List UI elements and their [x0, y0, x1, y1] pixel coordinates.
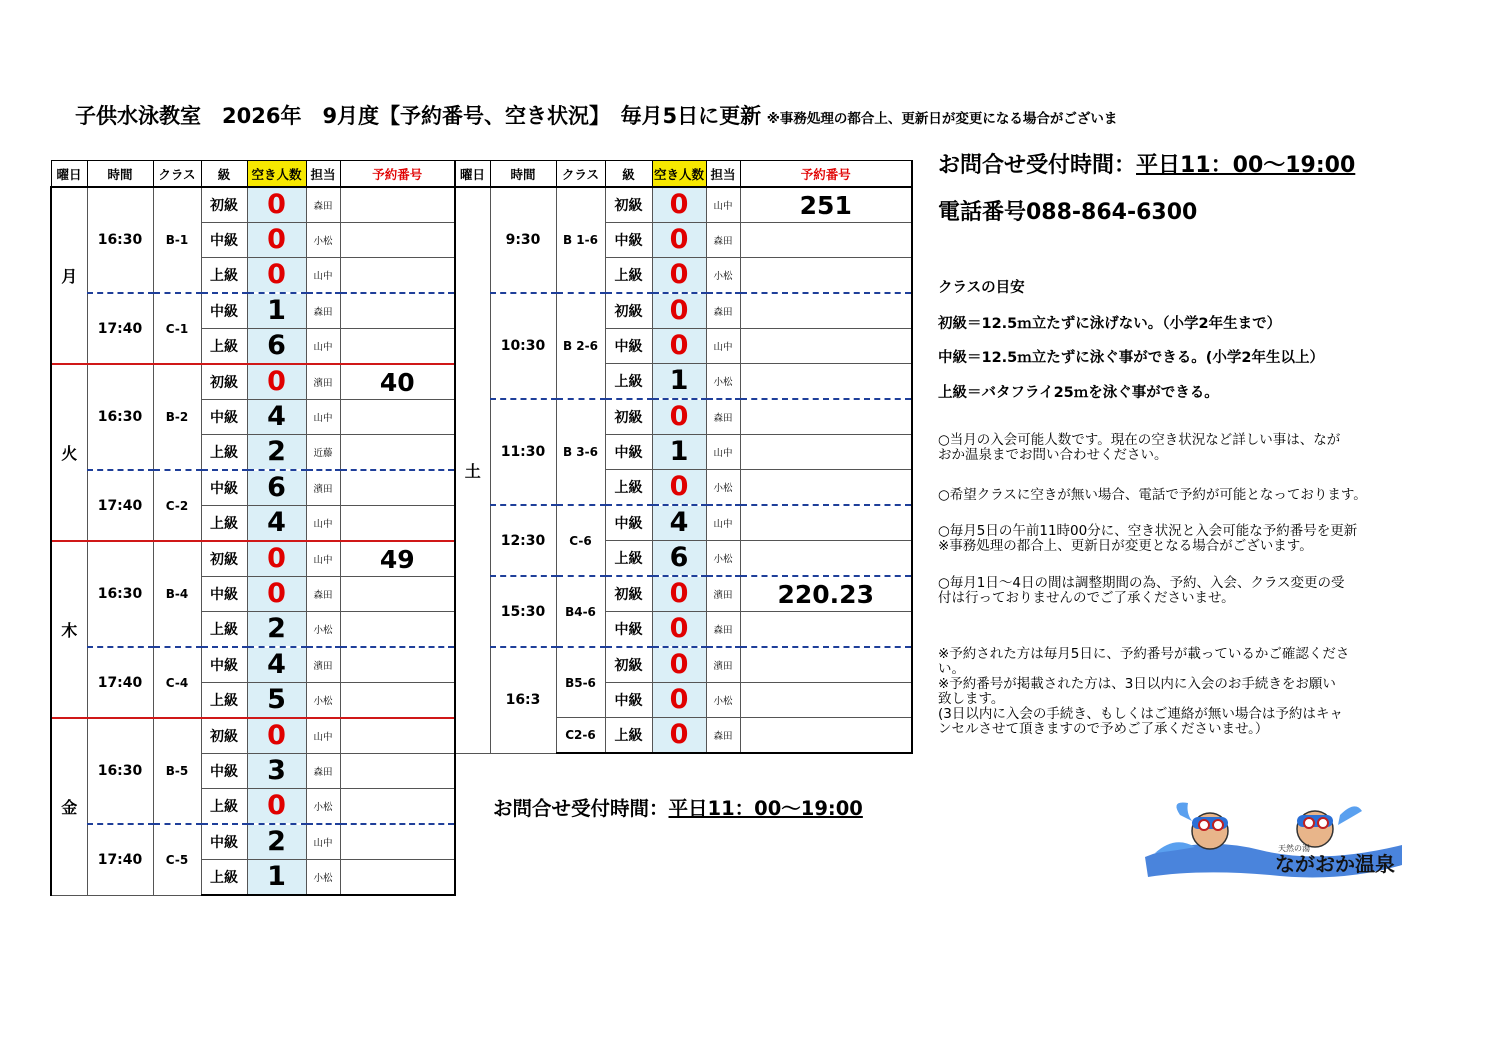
class-cell: C2-6 [556, 718, 605, 754]
vacancy-cell: 1 [652, 435, 706, 470]
level-cell: 初級 [605, 399, 652, 435]
title-main: 子供水泳教室 2026年 9月度【予約番号、空き状況】 毎月5日に更新 [75, 104, 762, 128]
vacancy-cell: 0 [652, 329, 706, 364]
table-row [51, 647, 455, 683]
contact-hours-label: お問合せ受付時間： [938, 153, 1137, 178]
level-cell: 中級 [605, 505, 652, 541]
reservation-cell [340, 577, 455, 612]
level-cell: 上級 [201, 612, 247, 648]
class-cell: B-2 [153, 364, 201, 470]
title-note: ※事務処理の都合上、更新日が変更になる場合がございま [766, 111, 1118, 127]
teacher-cell: 山中 [706, 187, 740, 223]
logo-text: ながおか温泉 [1275, 852, 1395, 876]
vacancy-cell: 0 [652, 293, 706, 329]
teacher-cell: 森田 [706, 223, 740, 258]
reservation-cell [340, 329, 455, 365]
phone-number: 電話番号088-864-6300 [938, 200, 1198, 225]
level-cell: 中級 [201, 223, 247, 258]
day-cell: 火 [51, 364, 87, 541]
table-row [51, 470, 455, 506]
level-cell: 中級 [201, 647, 247, 683]
column-header: 予約番号 [340, 161, 455, 188]
day-cell: 月 [51, 187, 87, 364]
level-cell: 中級 [201, 754, 247, 789]
teacher-cell: 小松 [306, 223, 340, 258]
vacancy-cell: 4 [247, 506, 306, 542]
class-cell: C-5 [153, 824, 201, 895]
time-cell: 15:30 [490, 576, 556, 647]
level-cell: 中級 [201, 470, 247, 506]
reservation-cell [740, 647, 912, 683]
table-row [455, 399, 912, 435]
column-header: 曜日 [51, 161, 87, 188]
vacancy-cell: 0 [247, 577, 306, 612]
weekday-schedule-table [50, 160, 456, 896]
time-cell: 17:40 [87, 647, 153, 718]
reservation-cell [740, 718, 912, 754]
note-line: ○希望クラスに空きが無い場合、電話で予約が可能となっております。 [938, 487, 1367, 503]
vacancy-cell: 0 [652, 399, 706, 435]
vacancy-cell: 0 [652, 258, 706, 294]
level-cell: 中級 [605, 683, 652, 718]
reservation-cell [340, 293, 455, 329]
day-cell: 土 [455, 187, 490, 753]
vacancy-cell: 0 [652, 683, 706, 718]
teacher-cell: 山中 [306, 824, 340, 860]
class-cell: C-4 [153, 647, 201, 718]
level-cell: 初級 [605, 647, 652, 683]
note-line: ※予約番号が掲載された方は、3日以内に入会のお手続きをお願い [938, 676, 1336, 692]
reservation-cell [740, 293, 912, 329]
day-cell: 金 [51, 718, 87, 895]
level-cell: 初級 [605, 576, 652, 612]
vacancy-cell: 2 [247, 435, 306, 471]
vacancy-cell: 0 [247, 187, 306, 223]
column-header: 空き人数 [652, 161, 706, 188]
contact-hours-value: 平日11：00～19:00 [668, 797, 863, 820]
level-cell: 中級 [605, 329, 652, 364]
note-line: ○当月の入会可能人数です。現在の空き状況など詳しい事は、なが [938, 432, 1341, 448]
column-header: 曜日 [455, 161, 490, 188]
class-cell: B 3-6 [556, 399, 605, 505]
teacher-cell: 濱田 [706, 647, 740, 683]
vacancy-cell: 0 [652, 718, 706, 754]
class-guide-item: 中級＝12.5ｍ立たずに泳ぐ事ができる。(小学2年生以上） [938, 350, 1324, 366]
level-cell: 初級 [605, 187, 652, 223]
note-line: 付は行っておりませんのでご了承くださいませ。 [938, 590, 1235, 606]
time-cell: 11:30 [490, 399, 556, 505]
reservation-cell [740, 223, 912, 258]
level-cell: 中級 [605, 223, 652, 258]
teacher-cell: 森田 [706, 718, 740, 754]
teacher-cell: 小松 [706, 683, 740, 718]
reservation-cell [740, 505, 912, 541]
reservation-cell [340, 860, 455, 896]
teacher-cell: 山中 [306, 718, 340, 754]
class-cell: B-5 [153, 718, 201, 824]
note-line: ンセルさせて頂きますので予めご了承くださいませ。） [938, 721, 1269, 737]
vacancy-cell: 0 [247, 541, 306, 577]
vacancy-cell: 2 [247, 824, 306, 860]
teacher-cell: 山中 [306, 400, 340, 435]
column-header: 予約番号 [740, 161, 912, 188]
note-line: い。 [938, 661, 965, 677]
teacher-cell: 森田 [706, 293, 740, 329]
vacancy-cell: 2 [247, 612, 306, 648]
class-cell: B5-6 [556, 647, 605, 718]
reservation-cell [340, 718, 455, 754]
contact-hours [938, 148, 1355, 179]
vacancy-cell: 0 [247, 258, 306, 294]
reservation-cell [340, 683, 455, 719]
teacher-cell: 濱田 [306, 364, 340, 400]
column-header: 担当 [306, 161, 340, 188]
reservation-cell [740, 470, 912, 506]
table-row [51, 293, 455, 329]
time-cell: 16:30 [87, 364, 153, 470]
vacancy-cell: 4 [652, 505, 706, 541]
column-header: 級 [201, 161, 247, 188]
vacancy-cell: 6 [247, 470, 306, 506]
level-cell: 中級 [605, 435, 652, 470]
saturday-schedule-table [454, 160, 913, 754]
level-cell: 初級 [201, 541, 247, 577]
level-cell: 上級 [201, 789, 247, 825]
column-header: 担当 [706, 161, 740, 188]
class-cell: B 1-6 [556, 187, 605, 293]
reservation-cell: 220.23 [740, 576, 912, 612]
level-cell: 中級 [201, 824, 247, 860]
level-cell: 上級 [201, 258, 247, 294]
logo-subtext: 天然の湯 [1278, 844, 1310, 853]
reservation-cell [740, 258, 912, 294]
time-cell: 10:30 [490, 293, 556, 399]
table-row [51, 718, 455, 754]
level-cell: 中級 [605, 612, 652, 648]
class-cell: C-6 [556, 505, 605, 576]
time-cell: 9:30 [490, 187, 556, 293]
time-cell: 16:30 [87, 187, 153, 293]
table-row [455, 647, 912, 683]
class-guide-title: クラスの目安 [938, 280, 1025, 296]
swimmer-logo-icon [1140, 795, 1405, 885]
vacancy-cell: 0 [247, 789, 306, 825]
vacancy-cell: 1 [247, 860, 306, 896]
contact-hours-value: 平日11：00～19:00 [1136, 153, 1356, 178]
note-line: 致します。 [938, 691, 1005, 707]
reservation-cell [740, 329, 912, 364]
teacher-cell: 森田 [306, 754, 340, 789]
table-row [51, 364, 455, 400]
column-header: 時間 [87, 161, 153, 188]
class-cell: C-1 [153, 293, 201, 364]
contact-hours-bottom [493, 793, 863, 821]
note-line: ○毎月5日の午前11時00分に、空き状況と入会可能な予約番号を更新 [938, 523, 1358, 539]
class-cell: C-2 [153, 470, 201, 541]
table-row [51, 187, 455, 223]
level-cell: 中級 [201, 400, 247, 435]
note-block [938, 576, 1428, 606]
time-cell: 12:30 [490, 505, 556, 576]
teacher-cell: 森田 [706, 612, 740, 648]
column-header: 空き人数 [247, 161, 306, 188]
level-cell: 初級 [201, 718, 247, 754]
note-line: ※予約された方は毎月5日に、予約番号が載っているかご確認くださ [938, 646, 1350, 662]
note-line: (3日以内に入会の手続き、もしくはご連絡が無い場合は予約はキャ [938, 706, 1343, 722]
teacher-cell: 小松 [706, 541, 740, 577]
vacancy-cell: 5 [247, 683, 306, 719]
note-block [938, 433, 1428, 463]
teacher-cell: 小松 [306, 612, 340, 648]
class-guide-item: 初級＝12.5ｍ立たずに泳げない。（小学2年生まで） [938, 316, 1282, 332]
reservation-cell: 40 [340, 364, 455, 400]
time-cell: 16:30 [87, 718, 153, 824]
class-cell: B-4 [153, 541, 201, 647]
table-row [51, 541, 455, 577]
vacancy-cell: 0 [247, 364, 306, 400]
note-block [938, 488, 1428, 503]
time-cell: 16:30 [87, 541, 153, 647]
level-cell: 上級 [201, 506, 247, 542]
teacher-cell: 小松 [706, 364, 740, 400]
day-cell: 木 [51, 541, 87, 718]
time-cell: 16:3 [490, 647, 556, 753]
teacher-cell: 山中 [306, 506, 340, 542]
reservation-cell [340, 647, 455, 683]
teacher-cell: 山中 [306, 258, 340, 294]
vacancy-cell: 0 [247, 223, 306, 258]
teacher-cell: 小松 [706, 258, 740, 294]
level-cell: 上級 [605, 718, 652, 754]
reservation-cell [340, 400, 455, 435]
level-cell: 上級 [201, 329, 247, 365]
teacher-cell: 小松 [306, 789, 340, 825]
table-row [455, 293, 912, 329]
reservation-cell [340, 789, 455, 825]
reservation-cell: 251 [740, 187, 912, 223]
teacher-cell: 山中 [306, 541, 340, 577]
level-cell: 初級 [201, 364, 247, 400]
class-guide-item: 上級＝バタフライ25ｍを泳ぐ事ができる。 [938, 385, 1219, 401]
vacancy-cell: 6 [247, 329, 306, 365]
vacancy-cell: 6 [652, 541, 706, 577]
vacancy-cell: 1 [652, 364, 706, 400]
level-cell: 上級 [605, 364, 652, 400]
column-header: 級 [605, 161, 652, 188]
column-header: 時間 [490, 161, 556, 188]
level-cell: 上級 [605, 541, 652, 577]
time-cell: 17:40 [87, 293, 153, 364]
vacancy-cell: 1 [247, 293, 306, 329]
reservation-cell [340, 258, 455, 294]
reservation-cell [740, 435, 912, 470]
time-cell: 17:40 [87, 824, 153, 895]
reservation-cell: 49 [340, 541, 455, 577]
vacancy-cell: 0 [652, 470, 706, 506]
teacher-cell: 小松 [306, 683, 340, 719]
reservation-cell [340, 223, 455, 258]
reservation-cell [340, 824, 455, 860]
teacher-cell: 山中 [306, 329, 340, 365]
teacher-cell: 山中 [706, 329, 740, 364]
reservation-cell [340, 470, 455, 506]
column-header: クラス [556, 161, 605, 188]
level-cell: 上級 [605, 470, 652, 506]
teacher-cell: 森田 [306, 293, 340, 329]
reservation-cell [340, 435, 455, 471]
vacancy-cell: 4 [247, 647, 306, 683]
column-header: クラス [153, 161, 201, 188]
vacancy-cell: 3 [247, 754, 306, 789]
level-cell: 中級 [201, 577, 247, 612]
note-block [938, 524, 1428, 554]
class-cell: B4-6 [556, 576, 605, 647]
teacher-cell: 山中 [706, 435, 740, 470]
teacher-cell: 近藤 [306, 435, 340, 471]
teacher-cell: 濱田 [306, 470, 340, 506]
teacher-cell: 濱田 [306, 647, 340, 683]
reservation-cell [740, 612, 912, 648]
vacancy-cell: 4 [247, 400, 306, 435]
note-line: ※事務処理の都合上、更新日が変更となる場合がございます。 [938, 538, 1313, 554]
table-row [455, 187, 912, 223]
table-row [455, 505, 912, 541]
reservation-cell [740, 541, 912, 577]
reservation-cell [740, 683, 912, 718]
page-title [75, 100, 1117, 130]
note-line: ○毎月1日～4日の間は調整期間の為、予約、入会、クラス変更の受 [938, 575, 1345, 591]
vacancy-cell: 0 [652, 223, 706, 258]
vacancy-cell: 0 [652, 576, 706, 612]
reservation-cell [340, 187, 455, 223]
level-cell: 上級 [201, 683, 247, 719]
teacher-cell: 森田 [306, 187, 340, 223]
vacancy-cell: 0 [652, 187, 706, 223]
teacher-cell: 小松 [306, 860, 340, 896]
class-cell: B-1 [153, 187, 201, 293]
reservation-cell [340, 612, 455, 648]
level-cell: 上級 [201, 860, 247, 896]
level-cell: 初級 [201, 187, 247, 223]
table-row [51, 824, 455, 860]
reservation-cell [340, 506, 455, 542]
teacher-cell: 森田 [306, 577, 340, 612]
note-block [938, 647, 1428, 737]
table-row [455, 576, 912, 612]
teacher-cell: 濱田 [706, 576, 740, 612]
level-cell: 上級 [605, 258, 652, 294]
level-cell: 上級 [201, 435, 247, 471]
time-cell: 17:40 [87, 470, 153, 541]
teacher-cell: 小松 [706, 470, 740, 506]
class-cell: B 2-6 [556, 293, 605, 399]
level-cell: 初級 [605, 293, 652, 329]
vacancy-cell: 0 [652, 612, 706, 648]
reservation-cell [340, 754, 455, 789]
teacher-cell: 山中 [706, 505, 740, 541]
level-cell: 中級 [201, 293, 247, 329]
vacancy-cell: 0 [652, 647, 706, 683]
teacher-cell: 森田 [706, 399, 740, 435]
reservation-cell [740, 399, 912, 435]
reservation-cell [740, 364, 912, 400]
contact-hours-label: お問合せ受付時間： [493, 797, 669, 820]
note-line: おか温泉までお問い合わせください。 [938, 447, 1168, 463]
vacancy-cell: 0 [247, 718, 306, 754]
